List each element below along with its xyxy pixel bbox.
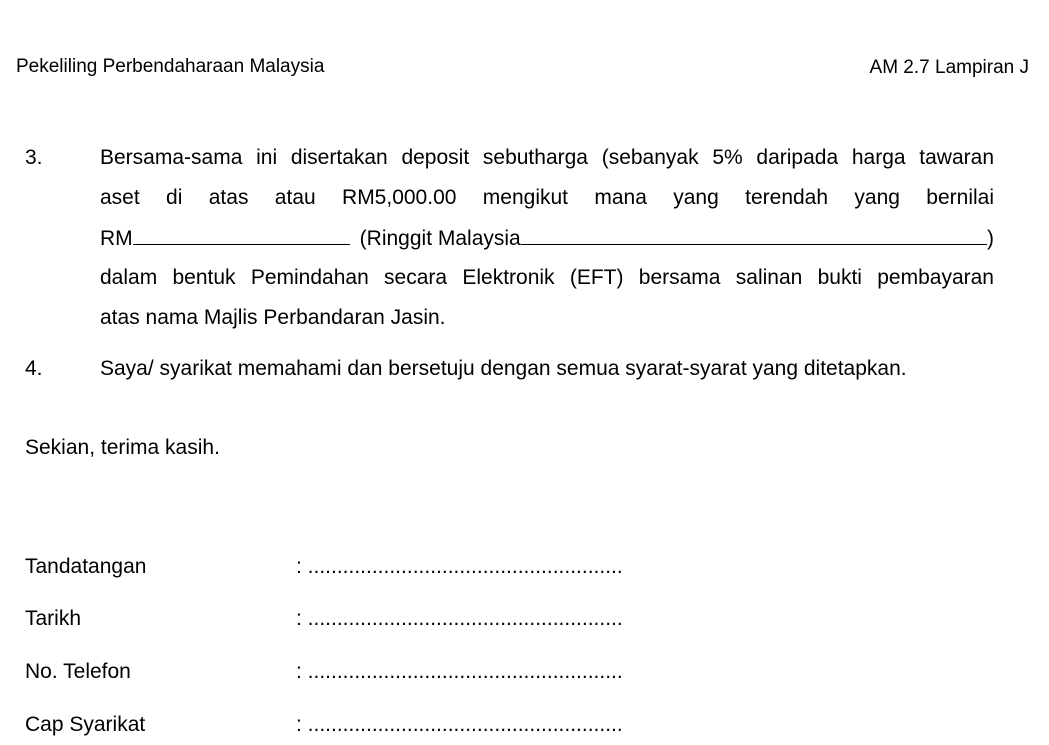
amount-in-words-blank[interactable]: [521, 224, 987, 245]
paragraph-4-text: Saya/ syarikat memahami dan bersetuju dengan semua syarat-syarat yang ditetapkan.: [100, 357, 907, 380]
closing-remark: Sekian, terima kasih.: [25, 436, 220, 459]
ringgit-malaysia-label: (Ringgit Malaysia: [359, 227, 521, 250]
phone-label: No. Telefon: [25, 660, 131, 683]
paragraph-3-line-1: Bersama-sama ini disertakan deposit sebutharga (sebanyak 5% daripada harga tawaran: [100, 146, 994, 169]
paragraph-3-number: 3.: [25, 146, 43, 169]
closing-parenthesis: ): [987, 227, 994, 250]
paragraph-4: [25, 355, 994, 383]
company-stamp-label: Cap Syarikat: [25, 713, 146, 736]
paragraph-3-line-2: aset di atas atau RM5,000.00 mengikut mana yang terendah yang bernilai: [100, 186, 994, 209]
paragraph-3-line-5: atas nama Majlis Perbandaran Jasin.: [100, 306, 446, 329]
header-right-reference: AM 2.7 Lampiran J: [869, 57, 1029, 78]
rm-prefix: RM: [100, 227, 133, 250]
paragraph-3-line-4: dalam bentuk Pemindahan secara Elektronik (EFT) bersama salinan bukti pembayaran: [100, 266, 994, 289]
date-label: Tarikh: [25, 607, 82, 630]
paragraph-4-number: 4.: [25, 357, 43, 380]
paragraph-3-line-3: [100, 224, 994, 264]
paragraph-3-body: [100, 144, 994, 344]
signature-field[interactable]: : ......................................................: [296, 555, 623, 578]
phone-field[interactable]: : ......................................................: [296, 660, 623, 683]
company-stamp-field[interactable]: : ......................................................: [296, 713, 623, 736]
date-field[interactable]: : ......................................................: [296, 607, 623, 630]
header-left-title: Pekeliling Perbendaharaan Malaysia: [16, 56, 325, 77]
signature-label: Tandatangan: [25, 555, 147, 578]
amount-blank[interactable]: [133, 224, 350, 245]
paragraph-3: [25, 144, 994, 344]
